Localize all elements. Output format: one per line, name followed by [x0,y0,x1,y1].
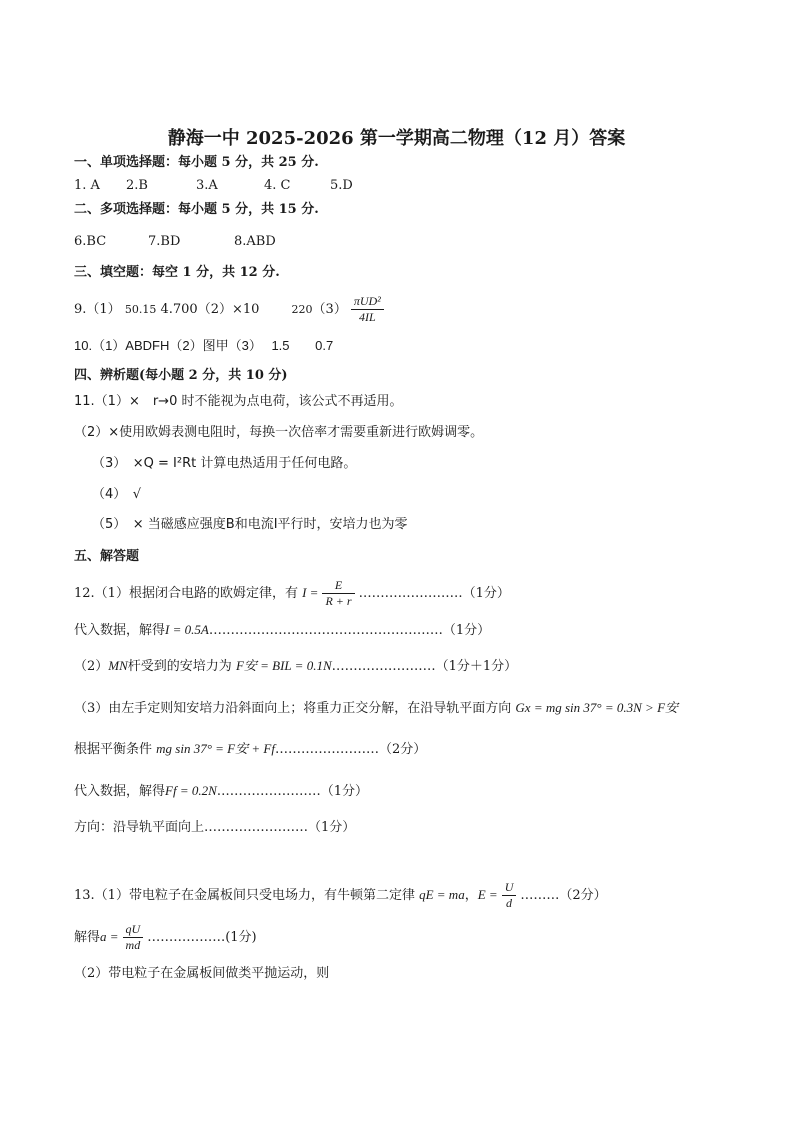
answer-8: 8.ABD [234,234,276,249]
q12-current-result-text: 代入数据，解得 [74,623,166,638]
q13-acceleration-fraction [123,922,144,953]
q9-fraction-numerator: πUD² [351,294,384,310]
q12-rod-label: MN [108,658,128,673]
section-heading-multi-choice: 二、多项选择题：每小题 5 分，共 15 分. [74,202,319,217]
q12-balance-line [74,740,426,759]
q10-value-1: 1.5 [271,338,290,353]
q9-fraction [351,294,384,325]
q12-ampere-force-equation: F安 = BIL = 0.1N [235,658,332,673]
q12-part-2-prefix: （2） [74,659,109,674]
q9-fraction-denominator: 4IL [358,310,376,324]
q9-value-3: 220 [291,303,313,316]
q13-newton-equation: qE = ma [419,887,465,902]
q10-prefix: 10.（1）ABDFH（2）图甲（3） [74,338,262,353]
q12-part-1-score: ……………………（1分） [358,586,510,601]
page-title: 静海一中 2025-2026 第一学期高二物理（12 月）答案 [167,128,626,149]
single-choice-answers [74,177,353,195]
q12-current-result [74,621,490,640]
q13-part-1 [74,878,607,913]
q13-acceleration-symbol: a = [100,929,119,944]
q12-part-3-text: （3）由左手定则知安培力沿斜面向上；将重力正交分解，在沿导轨平面方向 [74,701,512,716]
q11-part-5: （5） × 当磁感应强度B和电流I平行时，安培力也为零 [92,517,408,532]
answer-1: 1. A [74,178,100,193]
q9-prefix: 9.（1） [74,302,121,317]
q12-friction-text: 代入数据，解得 [74,784,166,799]
q9-value-1: 50.15 [124,303,157,316]
q13-separator: ， [464,888,478,903]
q12-balance-score: ……………………（2分） [274,742,427,757]
answer-2: 2.B [126,178,148,193]
multi-choice-answers [74,233,276,251]
q12-part-1 [74,576,510,611]
q12-current-equation: I = 0.5A [165,622,209,637]
q13-field-numerator: U [502,880,517,896]
q12-ohm-fraction [322,578,354,609]
q12-part-2-text: 杆受到的安培力为 [127,659,232,674]
q13-field-fraction [502,880,517,911]
q12-balance-text: 根据平衡条件 [74,742,153,757]
q13-acceleration-result [74,920,257,955]
q13-acceleration-numerator: qU [123,922,144,938]
q9-value-2: 4.700 [160,302,198,317]
q11-part-2: （2）×使用欧姆表测电阻时，每换一次倍率才需要重新进行欧姆调零。 [74,425,484,440]
q12-direction-line: 方向：沿导轨平面向上……………………（1分） [74,820,356,835]
answer-7: 7.BD [148,234,181,249]
q10-line [74,337,333,355]
q9-part-2: （2）×10 [197,302,260,317]
section-heading-analysis: 四、辨析题(每小题 2 分，共 10 分) [74,368,288,383]
q12-ohm-denominator: R + r [325,594,352,608]
answer-4: 4. C [264,178,291,193]
q12-ohm-numerator: E [322,578,354,594]
q13-acceleration-denominator: md [125,938,141,952]
q11-part-4: （4） √ [92,487,142,502]
q13-field-symbol: E = [477,887,498,902]
q13-acceleration-score: ………………(1分) [147,930,257,945]
q12-part-1-text: 12.（1）根据闭合电路的欧姆定律，有 [74,586,298,601]
q13-part-1-score: ………（2分） [520,888,607,903]
q11-part-3: （3） ×Q = I²Rt 计算电热适用于任何电路。 [92,456,357,471]
q13-acceleration-text: 解得 [74,930,101,945]
q9-line [74,293,388,327]
answer-6: 6.BC [74,234,107,249]
answer-5: 5.D [330,178,353,193]
q13-part-1-text: 13.（1）带电粒子在金属板间只受电场力，有牛顿第二定律 [74,888,415,903]
q12-gravity-component-equation: Gx = mg sin 37° = 0.3N > F安 [515,700,679,715]
answer-3: 3.A [196,178,218,193]
q13-part-2: （2）带电粒子在金属板间做类平抛运动，则 [74,966,330,981]
q12-friction-result [74,782,368,801]
section-heading-fill-blank: 三、填空题：每空 1 分，共 12 分. [74,265,280,280]
q12-current-symbol: I = [302,585,319,600]
q12-current-score: ………………………………………………（1分） [208,623,491,638]
q9-part-3: （3） [312,302,347,317]
q12-friction-score: ……………………（1分） [216,784,369,799]
q10-value-2: 0.7 [315,338,334,353]
q12-part-2 [74,657,517,676]
section-heading-solutions: 五、解答题 [74,549,140,564]
q12-balance-equation: mg sin 37° = F安 + Ff [156,741,275,756]
q12-friction-equation: Ff = 0.2N [165,783,217,798]
q11-part-1: 11.（1）× r→0 时不能视为点电荷，该公式不再适用。 [74,394,403,409]
q13-field-denominator: d [506,896,513,910]
q12-part-3 [74,699,678,718]
q12-part-2-score: ……………………（1分＋1分） [331,659,518,674]
section-heading-single-choice: 一、单项选择题：每小题 5 分，共 25 分. [74,155,319,170]
